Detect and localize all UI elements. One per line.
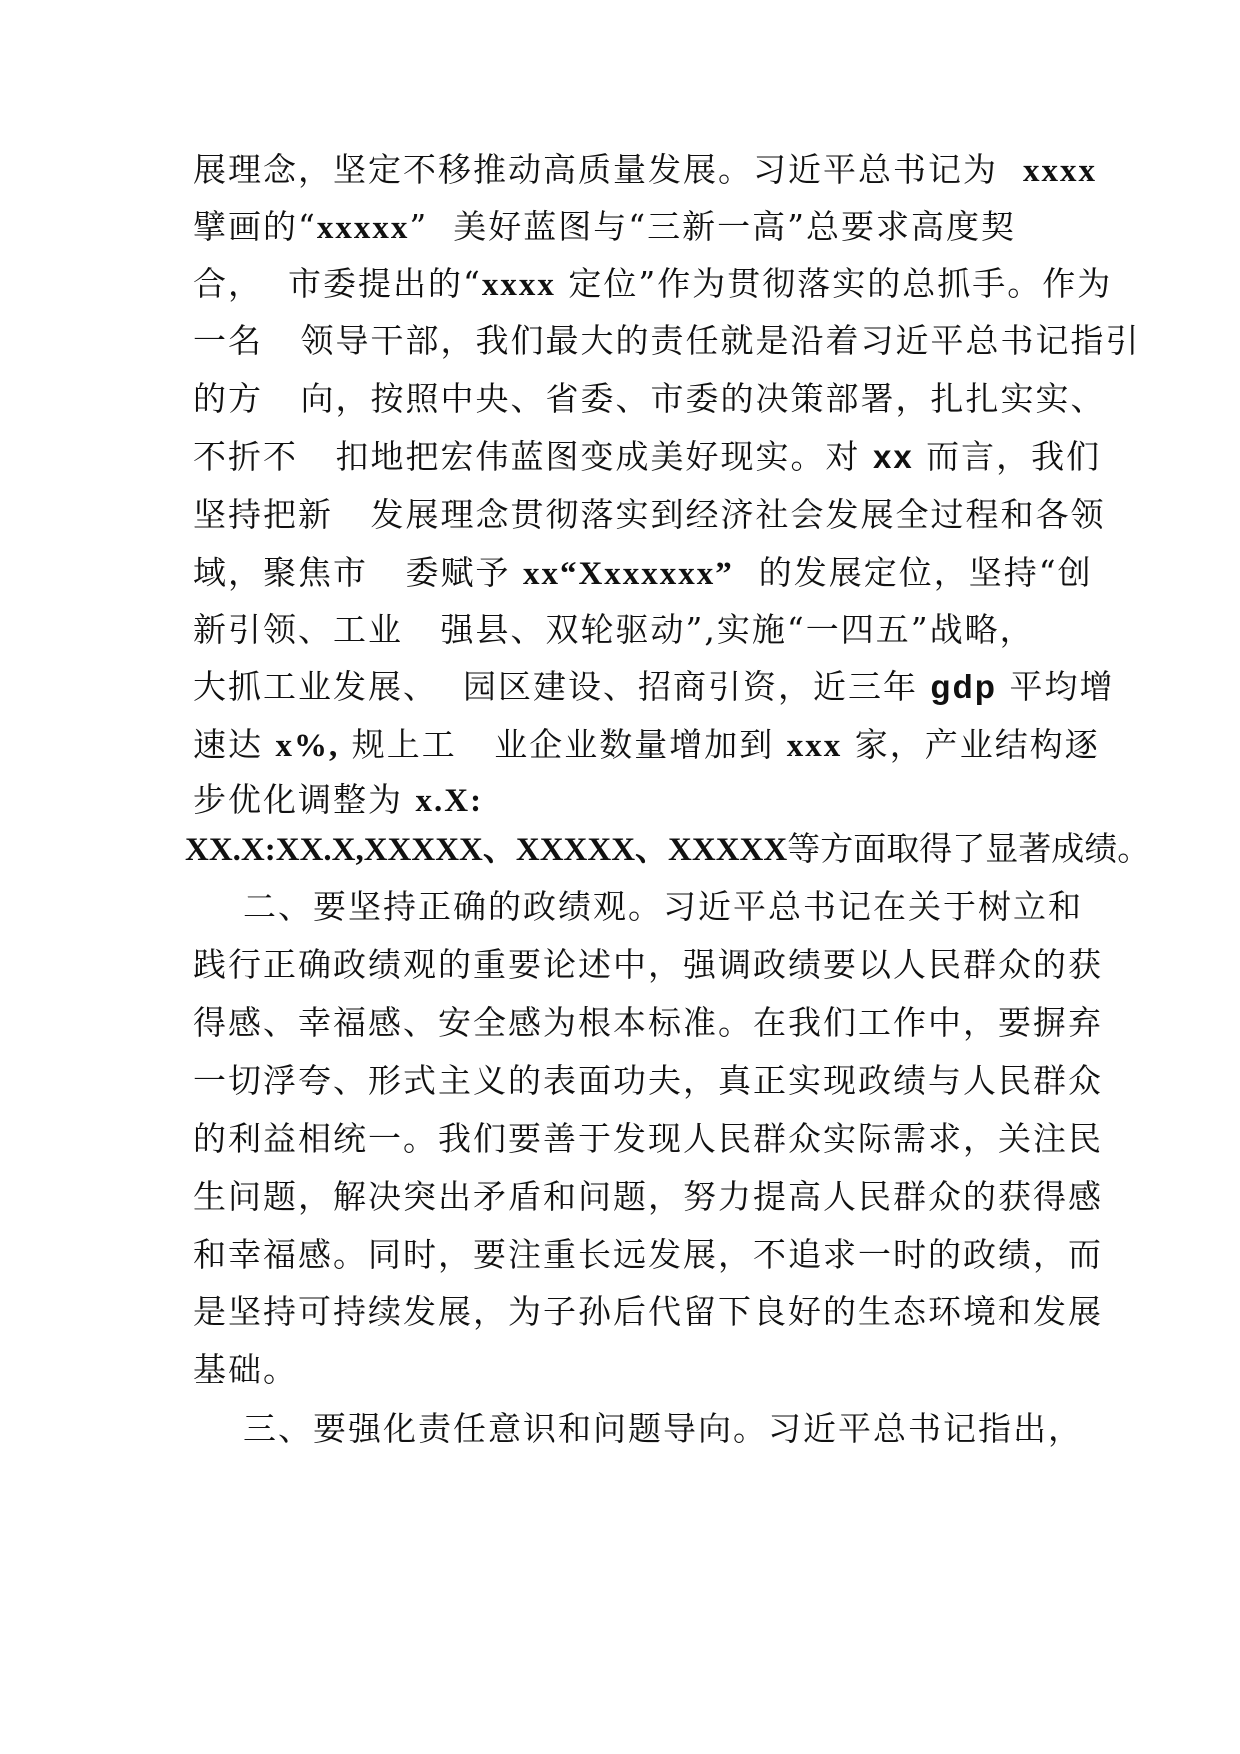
text-line [193, 1399, 1083, 1459]
text-segment: 坚持把新 发展理念贯彻落实到经济社会发展全过程和各领 [193, 495, 1106, 534]
text-line [193, 254, 1112, 314]
text-line [193, 1340, 298, 1400]
text-segment: 三、要强化责任意识和问题导向。习近平总书记指出， [193, 1409, 1083, 1448]
text-segment: 擘画的“ [193, 207, 317, 246]
bold-sans-text: xx [872, 438, 914, 475]
bold-text: x.X: [415, 783, 484, 819]
text-segment: 规上工 业企业数量增加到 [339, 725, 787, 764]
text-segment: 新引领、工业 强县、双轮驱动”,实施“一四五”战略， [193, 610, 1035, 649]
bold-text: xxxx [1022, 153, 1097, 189]
text-line [193, 1225, 1103, 1285]
text-segment: 速达 [193, 725, 276, 764]
text-line [193, 935, 1103, 995]
bold-sans-text: gdp [930, 668, 997, 705]
text-line [193, 427, 1101, 487]
text-segment: 基础。 [193, 1350, 298, 1389]
text-line [193, 1282, 1103, 1342]
text-segment: 大抓工业发展、 园区建设、招商引资，近三年 [193, 667, 931, 706]
text-line [193, 369, 1105, 429]
text-line [193, 140, 1097, 200]
text-segment: 而言，我们 [913, 437, 1102, 476]
text-segment: 等方面取得了显著成绩。 [787, 829, 1151, 868]
text-segment: 定位”作为贯彻落实的总抓手。作为 [555, 264, 1113, 303]
text-line [193, 715, 1100, 775]
bold-text: xxxxx [316, 210, 410, 246]
text-segment: 生问题，解决突出矛盾和问题，努力提高人民群众的获得感 [193, 1177, 1103, 1216]
text-segment: 平均增 [996, 667, 1115, 706]
text-segment: 一切浮夸、形式主义的表面功夫，真正实现政绩与人民群众 [193, 1061, 1103, 1100]
bold-text: xxx [786, 728, 843, 764]
bold-text: xx“Xxxxxxx” [522, 556, 734, 592]
text-line [185, 819, 1150, 879]
bold-text: xxxx [481, 267, 556, 303]
text-segment: 的方 向，按照中央、省委、市委的决策部署，扎扎实实、 [193, 379, 1106, 418]
text-segment: 的发展定位，坚持“创 [733, 553, 1093, 592]
text-line [193, 877, 1083, 937]
text-line [193, 485, 1105, 545]
bold-text: XX.X:XX.X,XXXXX、XXXXX、XXXXX [185, 832, 788, 868]
text-line [193, 1109, 1103, 1169]
text-segment: 得感、幸福感、安全感为根本标准。在我们工作中，要摒弃 [193, 1003, 1103, 1042]
text-line [193, 543, 1093, 603]
text-segment: 合， 市委提出的“ [193, 264, 482, 303]
text-segment: 践行正确政绩观的重要论述中，强调政绩要以人民群众的获 [193, 945, 1103, 984]
bold-text: x%, [275, 728, 340, 764]
text-line [193, 657, 1114, 717]
text-segment: 步优化调整为 [193, 780, 416, 819]
text-segment: 二、要坚持正确的政绩观。习近平总书记在关于树立和 [193, 887, 1083, 926]
text-line [193, 993, 1103, 1053]
text-line [193, 1051, 1103, 1111]
text-segment: 家，产业结构逐 [842, 725, 1100, 764]
text-line [193, 311, 1140, 371]
text-line [193, 197, 1016, 257]
text-segment: 一名 领导干部，我们最大的责任就是沿着习近平总书记指引 [193, 321, 1141, 360]
text-segment: 不折不 扣地把宏伟蓝图变成美好现实。对 [193, 437, 873, 476]
text-segment: 和幸福感。同时，要注重长远发展，不追求一时的政绩，而 [193, 1235, 1103, 1274]
text-segment: 的利益相统一。我们要善于发现人民群众实际需求，关注民 [193, 1119, 1103, 1158]
text-line [193, 600, 1035, 660]
text-segment: 域，聚焦市 委赋予 [193, 553, 523, 592]
text-segment: 展理念，坚定不移推动高质量发展。习近平总书记为 [193, 150, 1023, 189]
text-line [193, 1167, 1103, 1227]
text-segment: ” 美好蓝图与“三新一高”总要求高度契 [409, 207, 1016, 246]
text-segment: 是坚持可持续发展，为子孙后代留下良好的生态环境和发展 [193, 1292, 1103, 1331]
